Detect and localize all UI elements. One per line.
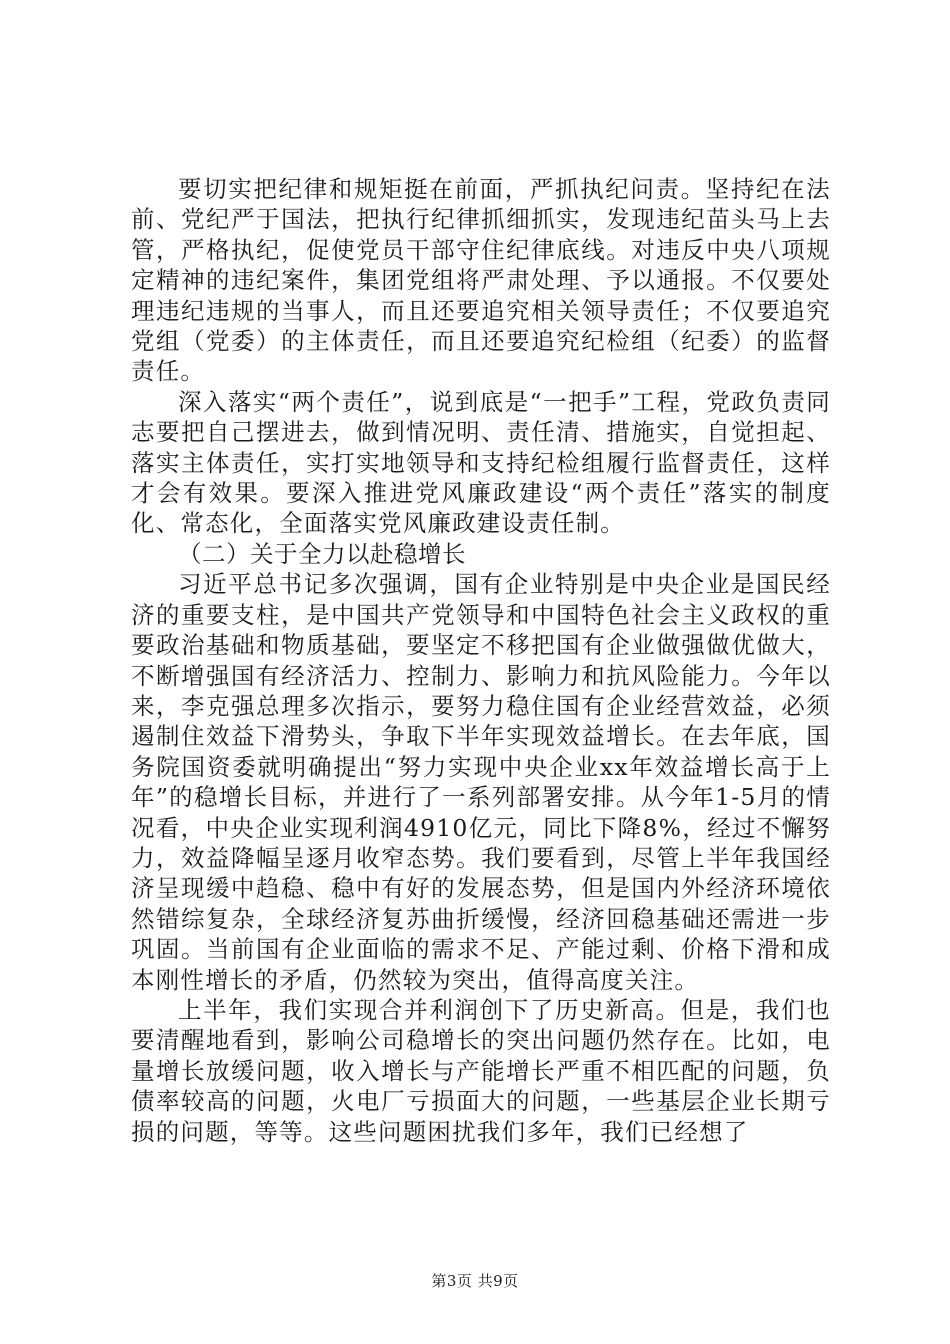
section-heading: （二）关于全力以赴稳增长: [178, 539, 466, 568]
paragraph-first-half-results: 上半年，我们实现合并利润创下了历史新高。但是，我们也要清醒地看到，影响公司稳增长的突出问题仍然存在。比如，电量增长放缓问题，收入增长与产能增长严重不相匹配的问题，负债率较高的问题，火电厂亏损面大的问题，一些基层企业长期亏损的问题，等等。这些问题困扰我们多年，我们已经想了: [131, 995, 831, 1146]
paragraph-state-enterprises: 习近平总书记多次强调，国有企业特别是中央企业是国民经济的重要支柱，是中国共产党领导和中国特色社会主义政权的重要政治基础和物质基础，要坚定不移把国有企业做强做优做大，不断增强国有经济活力、控制力、影响力和抗风险能力。今年以来，李克强总理多次指示，要努力稳住国有企业经营效益，必须遏制住效益下滑势头，争取下半年实现效益增长。在去年底，国务院国资委就明确提出“努力实现中央企业xx年效益增长高于上年”的稳增长目标，并进行了一系列部署安排。从今年1-5月的情况看，中央企业实现利润4910亿元，同比下降8%，经过不懈努力，效益降幅呈逐月收窄态势。我们要看到，尽管上半年我国经济呈现缓中趋稳、稳中有好的发展态势，但是国内外经济环境依然错综复杂，全球经济复苏曲折缓慢，经济回稳基础还需进一步巩固。当前国有企业面临的需求不足、产能过剩、价格下滑和成本刚性增长的矛盾，仍然较为突出，值得高度关注。: [131, 570, 831, 994]
paragraph-discipline: 要切实把纪律和规矩挺在前面，严抓执纪问责。坚持纪在法前、党纪严于国法，把执行纪律抓细抓实，发现违纪苗头马上去管，严格执纪，促使党员干部守住纪律底线。对违反中央八项规定精神的违纪案件，集团党组将严肃处理、予以通报。不仅要处理违纪违规的当事人，而且还要追究相关领导责任；不仅要追究党组（党委）的主体责任，而且还要追究纪检组（纪委）的监督责任。: [131, 175, 831, 386]
paragraph-two-responsibilities: 深入落实“两个责任”，说到底是“一把手”工程，党政负责同志要把自己摆进去，做到情况明、责任清、措施实，自觉担起、落实主体责任，实打实地领导和支持纪检组履行监督责任，这样才会有效果。要深入推进党风廉政建设“两个责任”落实的制度化、常态化，全面落实党风廉政建设责任制。: [131, 387, 831, 538]
document-body: [131, 174, 831, 1147]
page-number-footer: 第3页 共9页: [431, 1272, 519, 1290]
